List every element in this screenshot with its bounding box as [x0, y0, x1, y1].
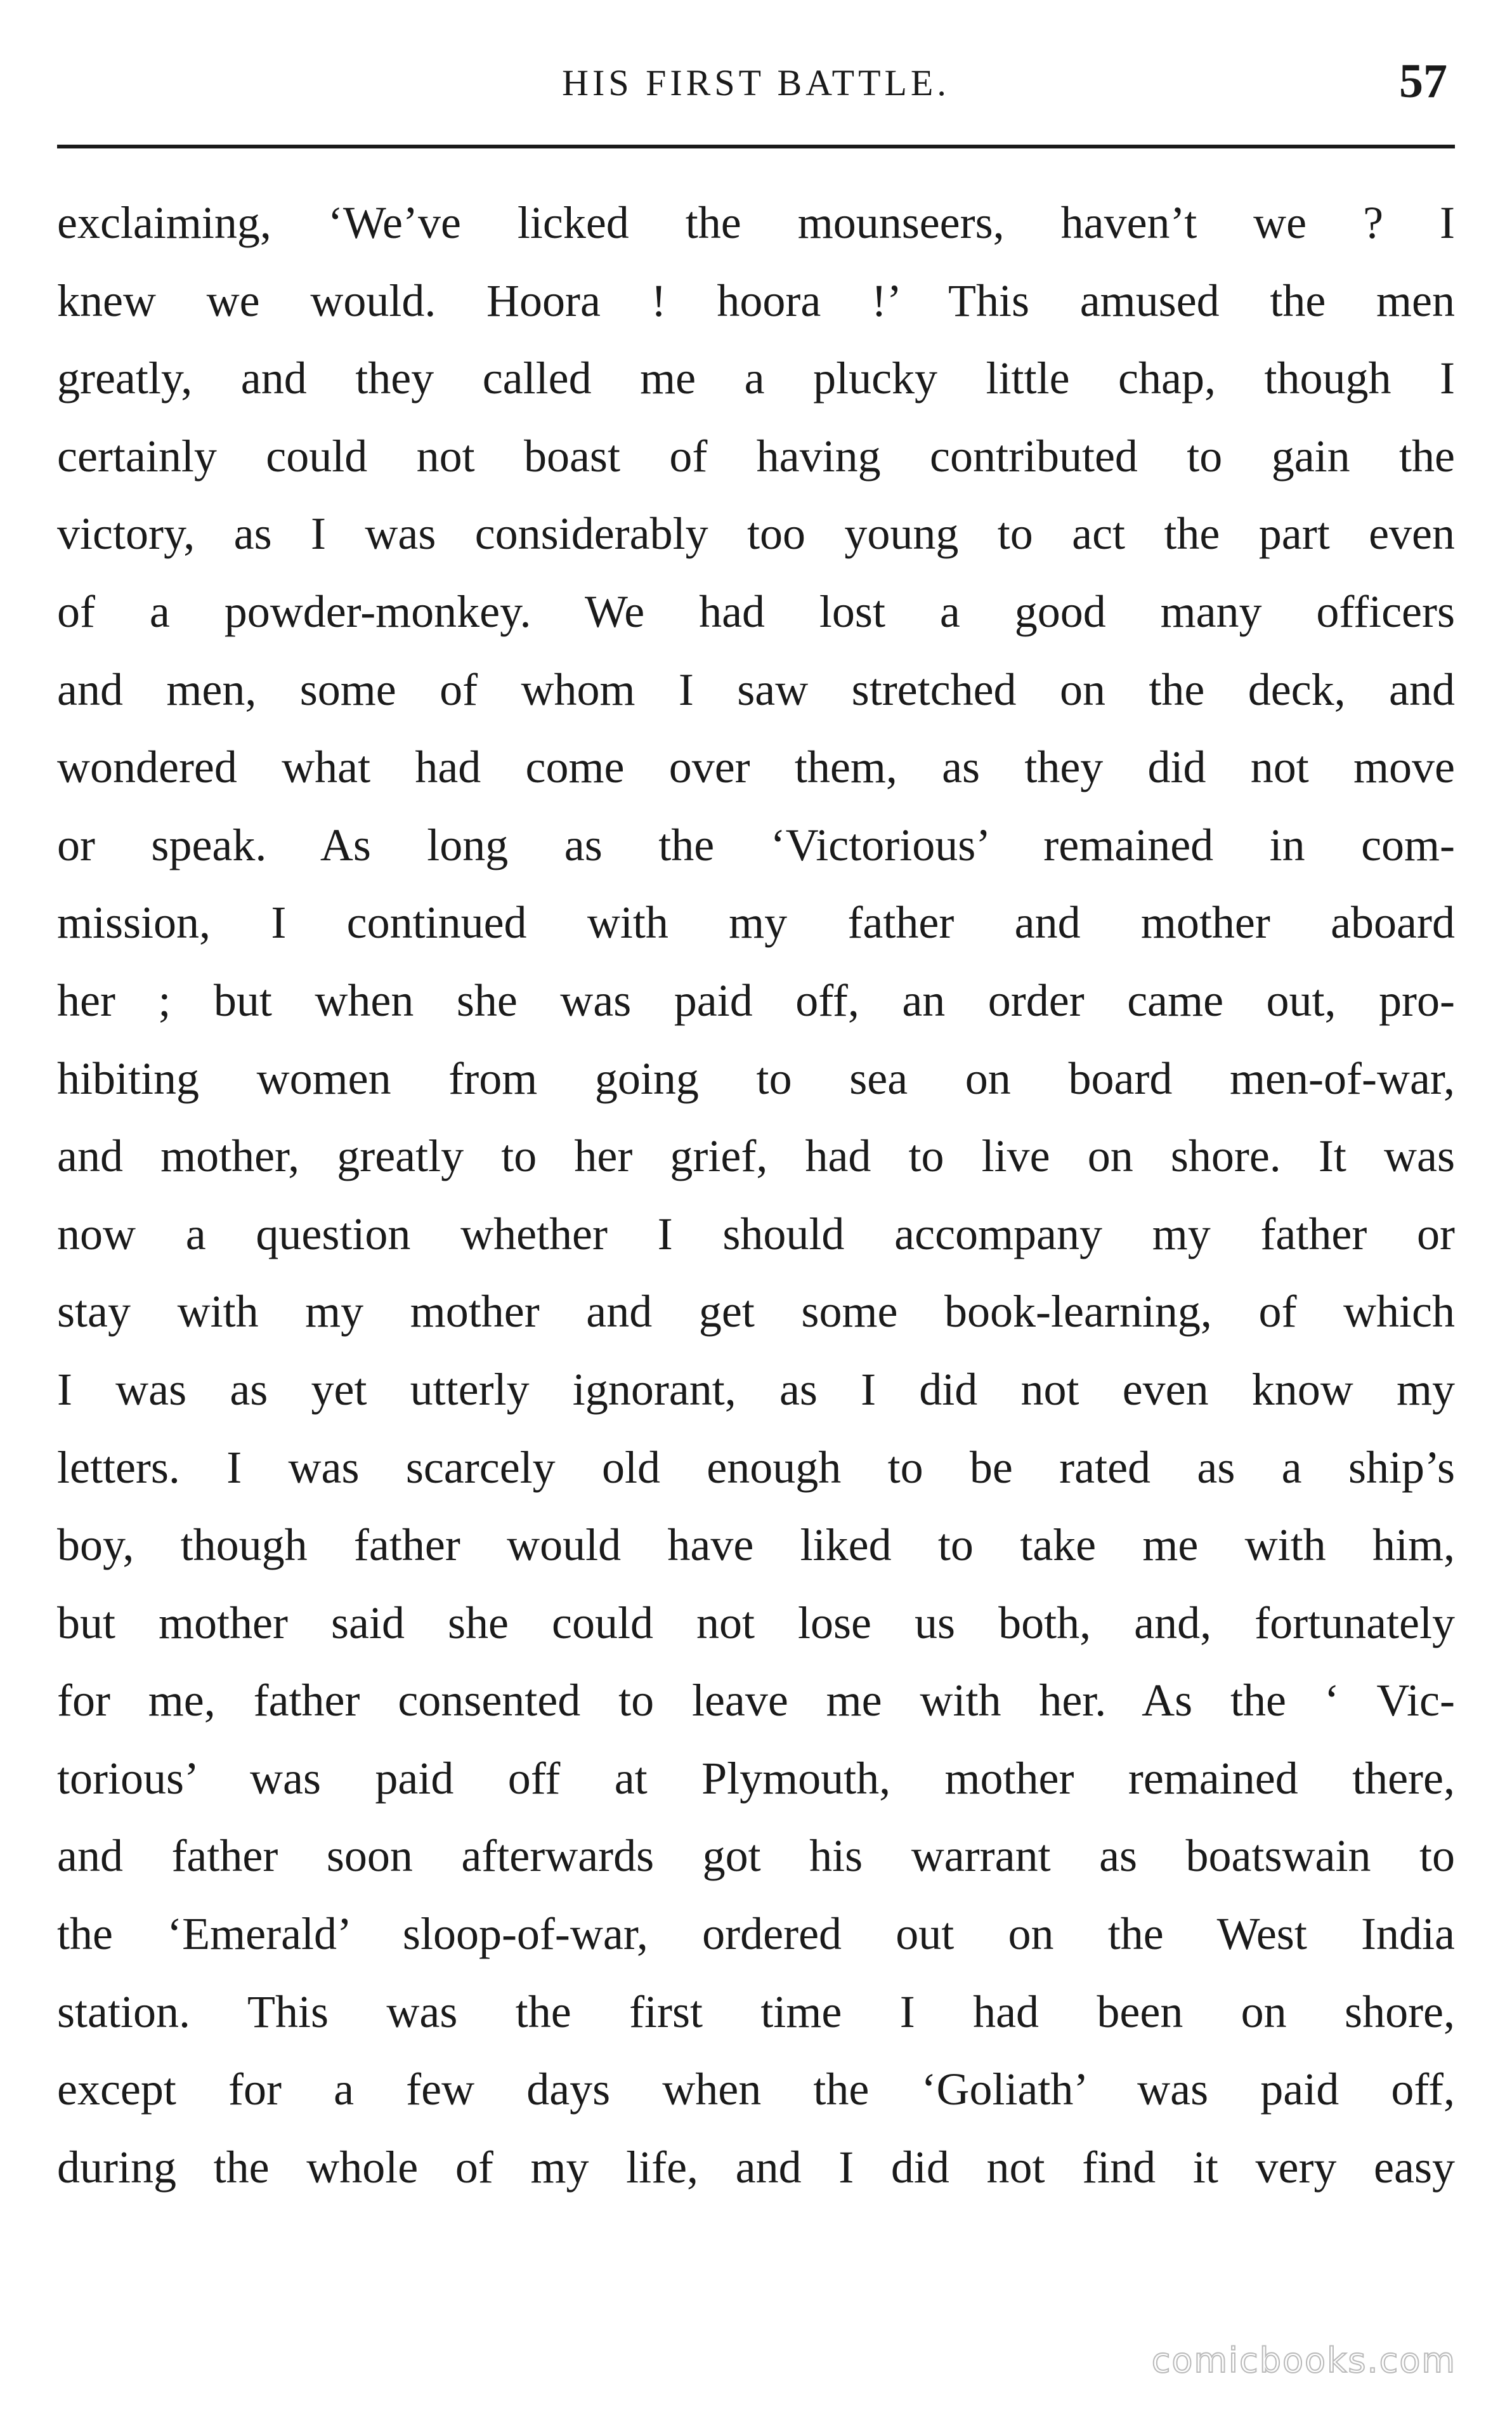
text-line: greatly, and they called me a plucky little chap, though I: [57, 353, 1455, 404]
watermark: comicbooks.com: [1151, 2340, 1456, 2380]
header-rule: [57, 145, 1455, 148]
text-line: certainly could not boast of having contributed to gain the: [57, 430, 1455, 482]
text-line: station. This was the first time I had been on shore,: [57, 1986, 1455, 2037]
text-line: of a powder-monkey. We had lost a good many officers: [57, 586, 1455, 637]
text-line: and men, some of whom I saw stretched on the deck, and: [57, 664, 1455, 715]
text-line: stay with my mother and get some book-learning, of which: [57, 1286, 1455, 1337]
text-line: knew we would. Hoora ! hoora !’ This amused the men: [57, 275, 1455, 326]
text-line: the ‘Emerald’ sloop-of-war, ordered out on the West India: [57, 1908, 1455, 1960]
text-line: but mother said she could not lose us both, and, fortunately: [57, 1597, 1455, 1648]
text-line: during the whole of my life, and I did not find it very easy: [57, 2141, 1455, 2193]
body-text: [57, 184, 1455, 2206]
text-line: hibiting women from going to sea on board men-of-war,: [57, 1053, 1455, 1104]
text-line: wondered what had come over them, as they did not move: [57, 742, 1455, 793]
text-line: letters. I was scarcely old enough to be rated as a ship’s: [57, 1441, 1455, 1493]
text-line: mission, I continued with my father and mother aboard: [57, 897, 1455, 948]
text-line: boy, though father would have liked to take me with him,: [57, 1519, 1455, 1571]
text-line: for me, father consented to leave me with her. As the ‘ Vic-: [57, 1675, 1455, 1726]
text-line: and mother, greatly to her grief, had to live on shore. It was: [57, 1131, 1455, 1182]
running-head: [57, 49, 1455, 126]
text-line: now a question whether I should accompany my father or: [57, 1208, 1455, 1259]
text-line: victory, as I was considerably too young to act the part even: [57, 508, 1455, 560]
running-title: HIS FIRST BATTLE.: [562, 62, 950, 103]
text-line: her ; but when she was paid off, an order came out, pro-: [57, 974, 1455, 1026]
text-line: except for a few days when the ‘Goliath’ was paid off,: [57, 2064, 1455, 2115]
text-line: or speak. As long as the ‘Victorious’ remained in com-: [57, 819, 1455, 870]
text-line: exclaiming, ‘We’ve licked the mounseers, haven’t we ? I: [57, 197, 1455, 248]
text-line: I was as yet utterly ignorant, as I did not even know my: [57, 1363, 1455, 1415]
text-line: and father soon afterwards got his warrant as boatswain to: [57, 1830, 1455, 1882]
text-line: torious’ was paid off at Plymouth, mother remained there,: [57, 1752, 1455, 1804]
page-number: 57: [1399, 55, 1447, 108]
